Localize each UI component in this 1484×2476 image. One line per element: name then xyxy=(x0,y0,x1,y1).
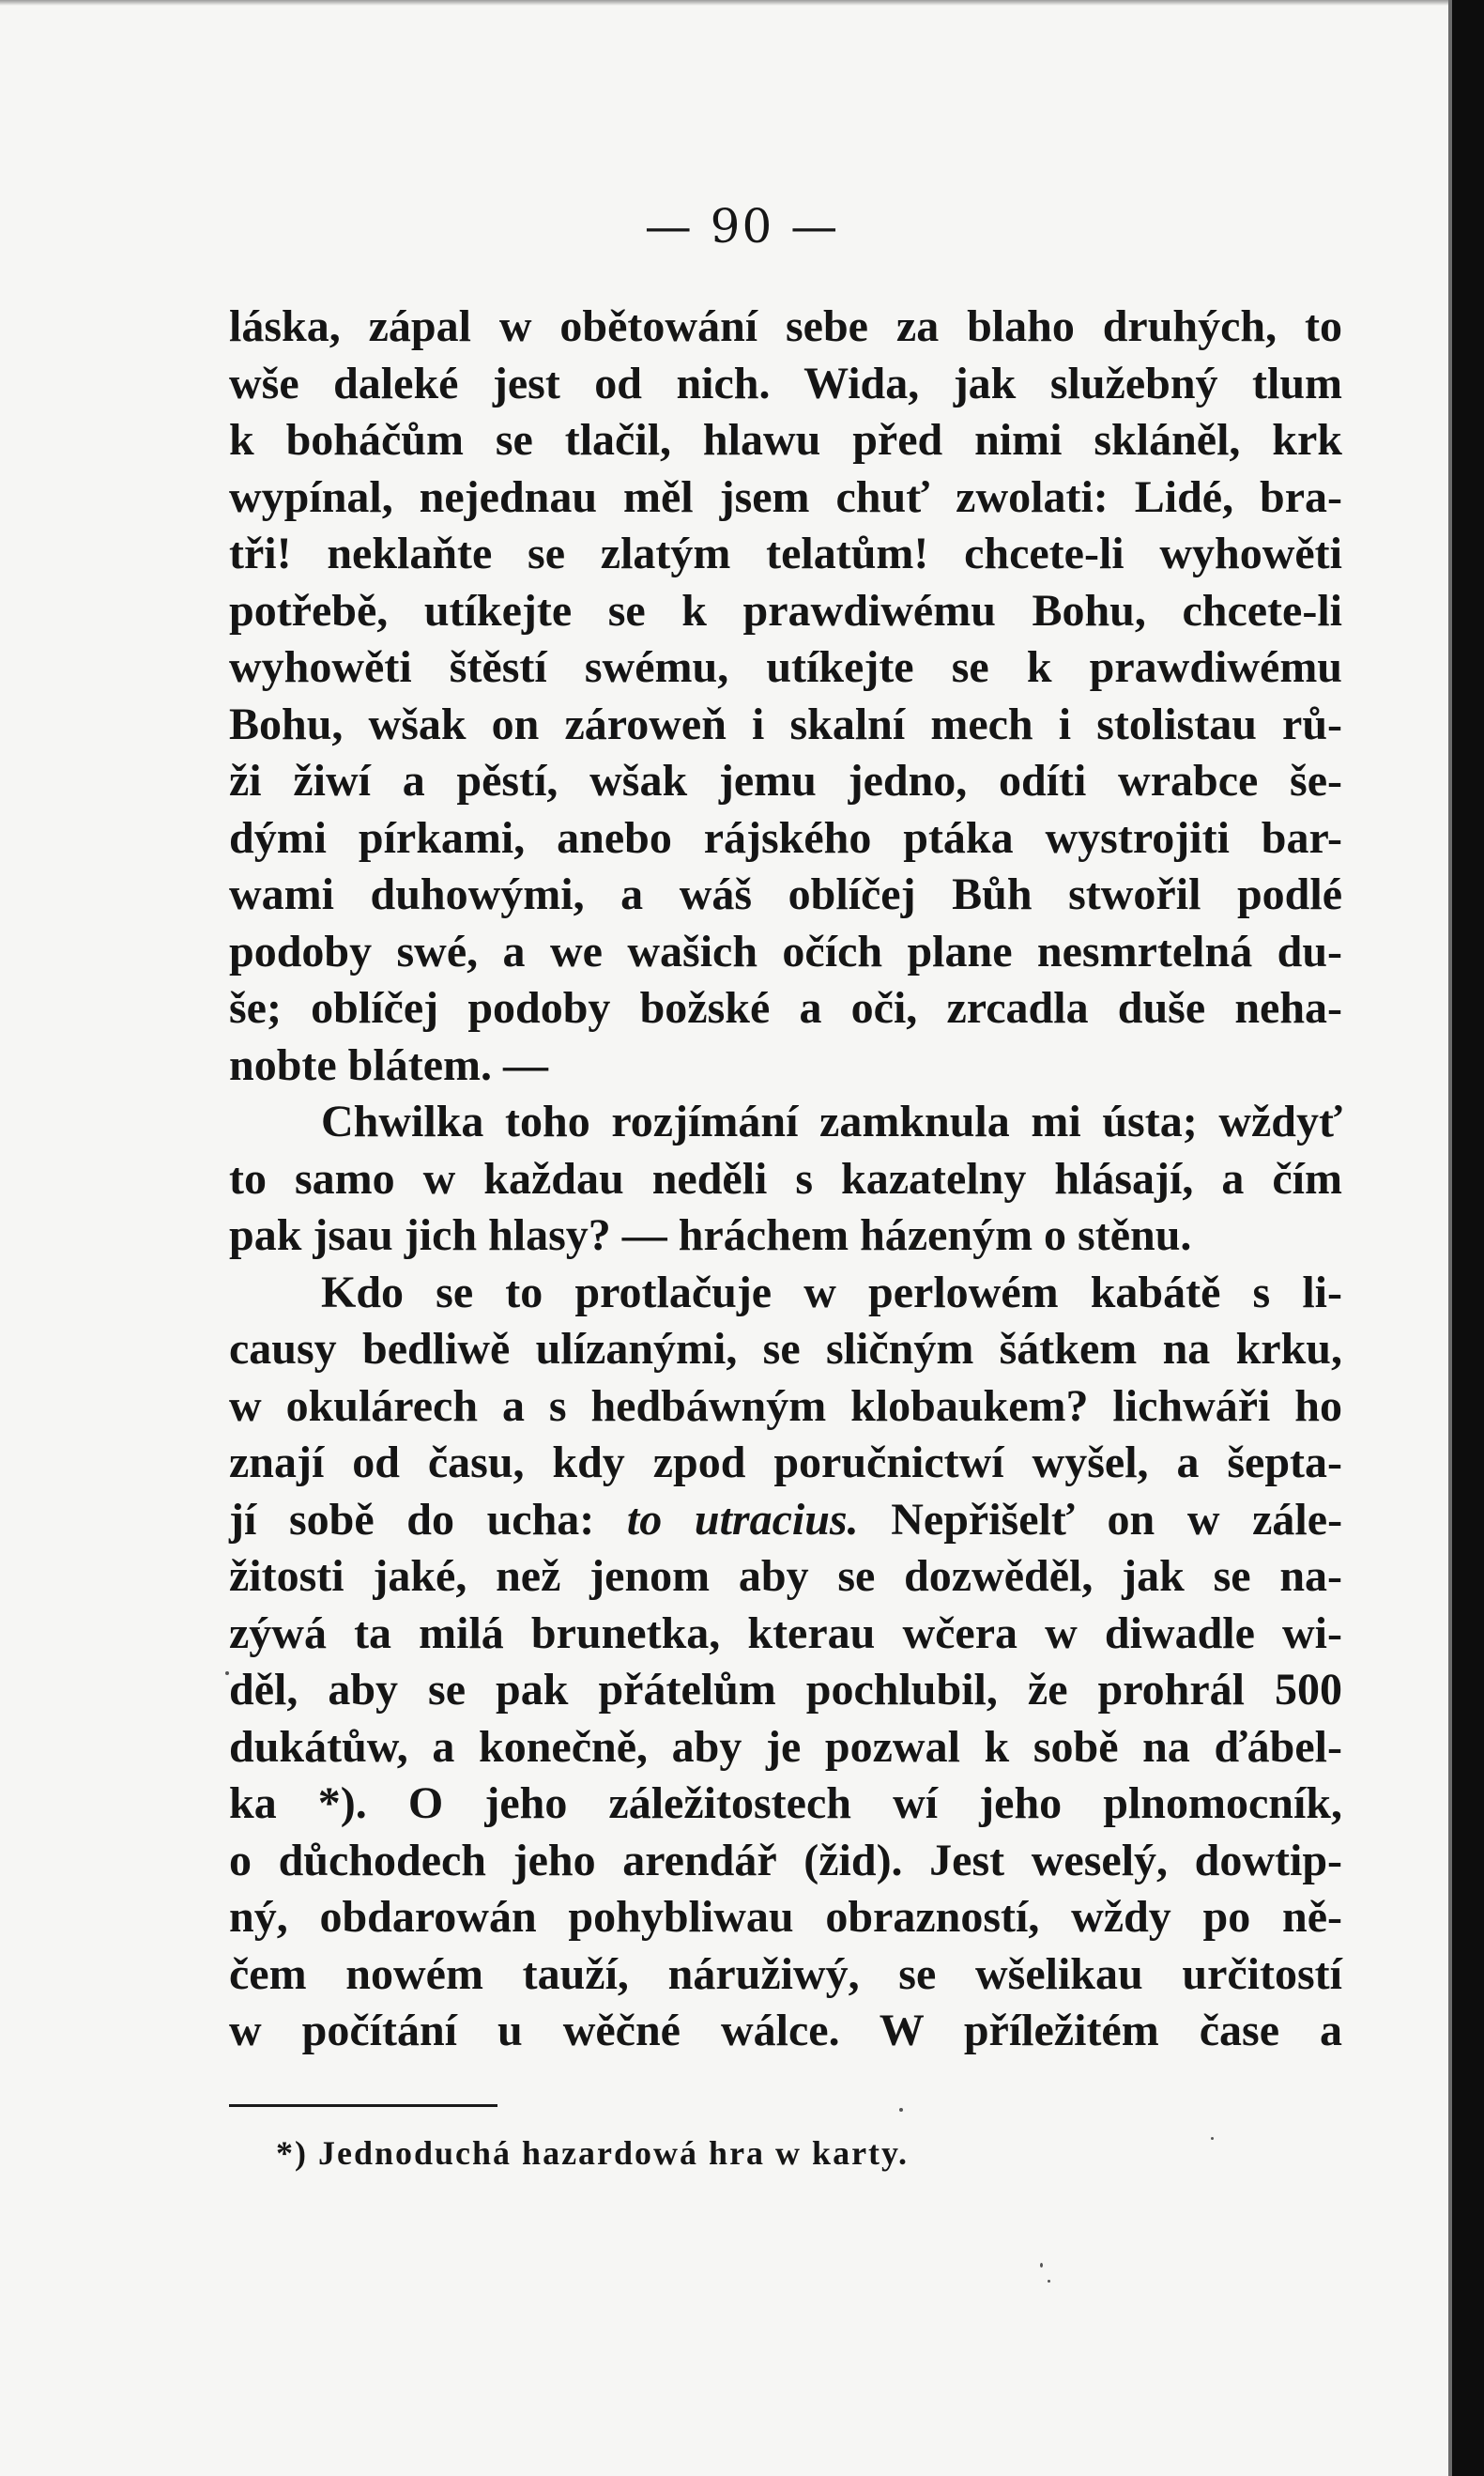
scan-speck xyxy=(1211,2137,1214,2140)
text-line-12: podoby swé, a we wašich očích plane nesmrtelná du- xyxy=(229,926,1342,977)
footnote: *) Jednoduchá hazardowá hra w karty. xyxy=(276,2134,910,2172)
scan-speck xyxy=(899,2108,903,2112)
scan-speck xyxy=(225,1671,229,1675)
italic-phrase: to utracius. xyxy=(626,1494,859,1545)
text-line-21: znají od času, kdy zpod poručnictwí wyšel, a šepta- xyxy=(229,1438,1342,1487)
text-line-24: zýwá ta milá brunetka, kterau wčera w diwadle wi- xyxy=(229,1607,1342,1658)
text-line-9: ži žiwí a pěstí, wšak jemu jedno, odíti wrabce še- xyxy=(229,756,1342,806)
text-line-5: tři! neklaňte se zlatým telatům! chcete-li wyhowěti xyxy=(229,529,1342,578)
text-line-31: w počítání u wěčné wálce. W příležitém čase a xyxy=(229,2006,1342,2055)
text-line-27: ka *). O jeho záležitostech wí jeho plnomocník, xyxy=(229,1778,1342,1828)
text-line-13: še; oblíčej podoby božské a oči, zrcadla duše neha- xyxy=(229,983,1342,1033)
text-line-7: wyhowěti štěstí swému, utíkejte se k prawdiwému xyxy=(229,642,1342,692)
text-line-3: k boháčům se tlačil, hlawu před nimi skláněl, krk xyxy=(229,415,1342,465)
text-line-14: nobte blátem. — xyxy=(229,1039,548,1090)
text-line-1: láska, zápal w obětowání sebe za blaho druhých, to xyxy=(229,301,1342,351)
text-line-15: Chwilka toho rozjímání zamknula mi ústa; wždyť xyxy=(321,1097,1342,1146)
scan-speck xyxy=(1048,2280,1050,2283)
text-line-22 xyxy=(229,1492,1342,1549)
text-line-16: to samo w každau neděli s kazatelny hlásají, a čím xyxy=(229,1153,1342,1204)
body-text xyxy=(229,299,1342,2060)
text-line-22-start: jí sobě do ucha: xyxy=(229,1494,595,1545)
text-line-25: děl, aby se pak přátelům pochlubil, že prohrál 500 xyxy=(229,1665,1342,1715)
text-line-30: čem nowém tauží, náružiwý, se wšelikau určitostí xyxy=(229,1948,1342,1999)
page-number: — 90 — xyxy=(644,199,840,254)
page-top-edge xyxy=(0,0,1484,6)
text-line-2: wše daleké jest od nich. Wida, jak služebný tlum xyxy=(229,358,1342,408)
text-line-17: pak jsau jich hlasy? — hráchem házeným o stěnu. xyxy=(229,1210,1192,1260)
text-line-28: o důchodech jeho arendář (žid). Jest weselý, dowtip- xyxy=(229,1835,1342,1885)
text-line-8: Bohu, wšak on zároweň i skalní mech i stolistau rů- xyxy=(229,699,1342,749)
text-line-10: dými pírkami, anebo rájského ptáka wystrojiti bar- xyxy=(229,812,1342,863)
text-line-26: dukátůw, a konečně, aby je pozwal k sobě na ďábel- xyxy=(229,1721,1342,1772)
text-line-22-end: Nepřišelť on w zále- xyxy=(891,1494,1343,1545)
text-line-18: Kdo se to protlačuje w perlowém kabátě s li- xyxy=(321,1267,1342,1317)
text-line-6: potřebě, utíkejte se k prawdiwému Bohu, chcete-li xyxy=(229,585,1342,636)
text-line-20: w okulárech a s hedbáwným klobaukem? lichwáři ho xyxy=(229,1380,1342,1431)
text-line-23: žitosti jaké, než jenom aby se dozwěděl, jak se na- xyxy=(229,1551,1342,1601)
text-line-29: ný, obdarowán pohybliwau obrazností, wždy po ně- xyxy=(229,1892,1342,1942)
text-line-19: causy bedliwě ulízanými, se sličným šátkem na krku, xyxy=(229,1324,1342,1374)
scan-speck xyxy=(1040,2263,1043,2268)
footnote-rule xyxy=(229,2104,497,2107)
binding-edge xyxy=(1452,0,1484,2476)
text-line-4: wypínal, nejednau měl jsem chuť zwolati: Lidé, bra- xyxy=(229,471,1342,522)
text-line-11: wami duhowými, a wáš oblíčej Bůh stwořil podlé xyxy=(229,869,1342,919)
